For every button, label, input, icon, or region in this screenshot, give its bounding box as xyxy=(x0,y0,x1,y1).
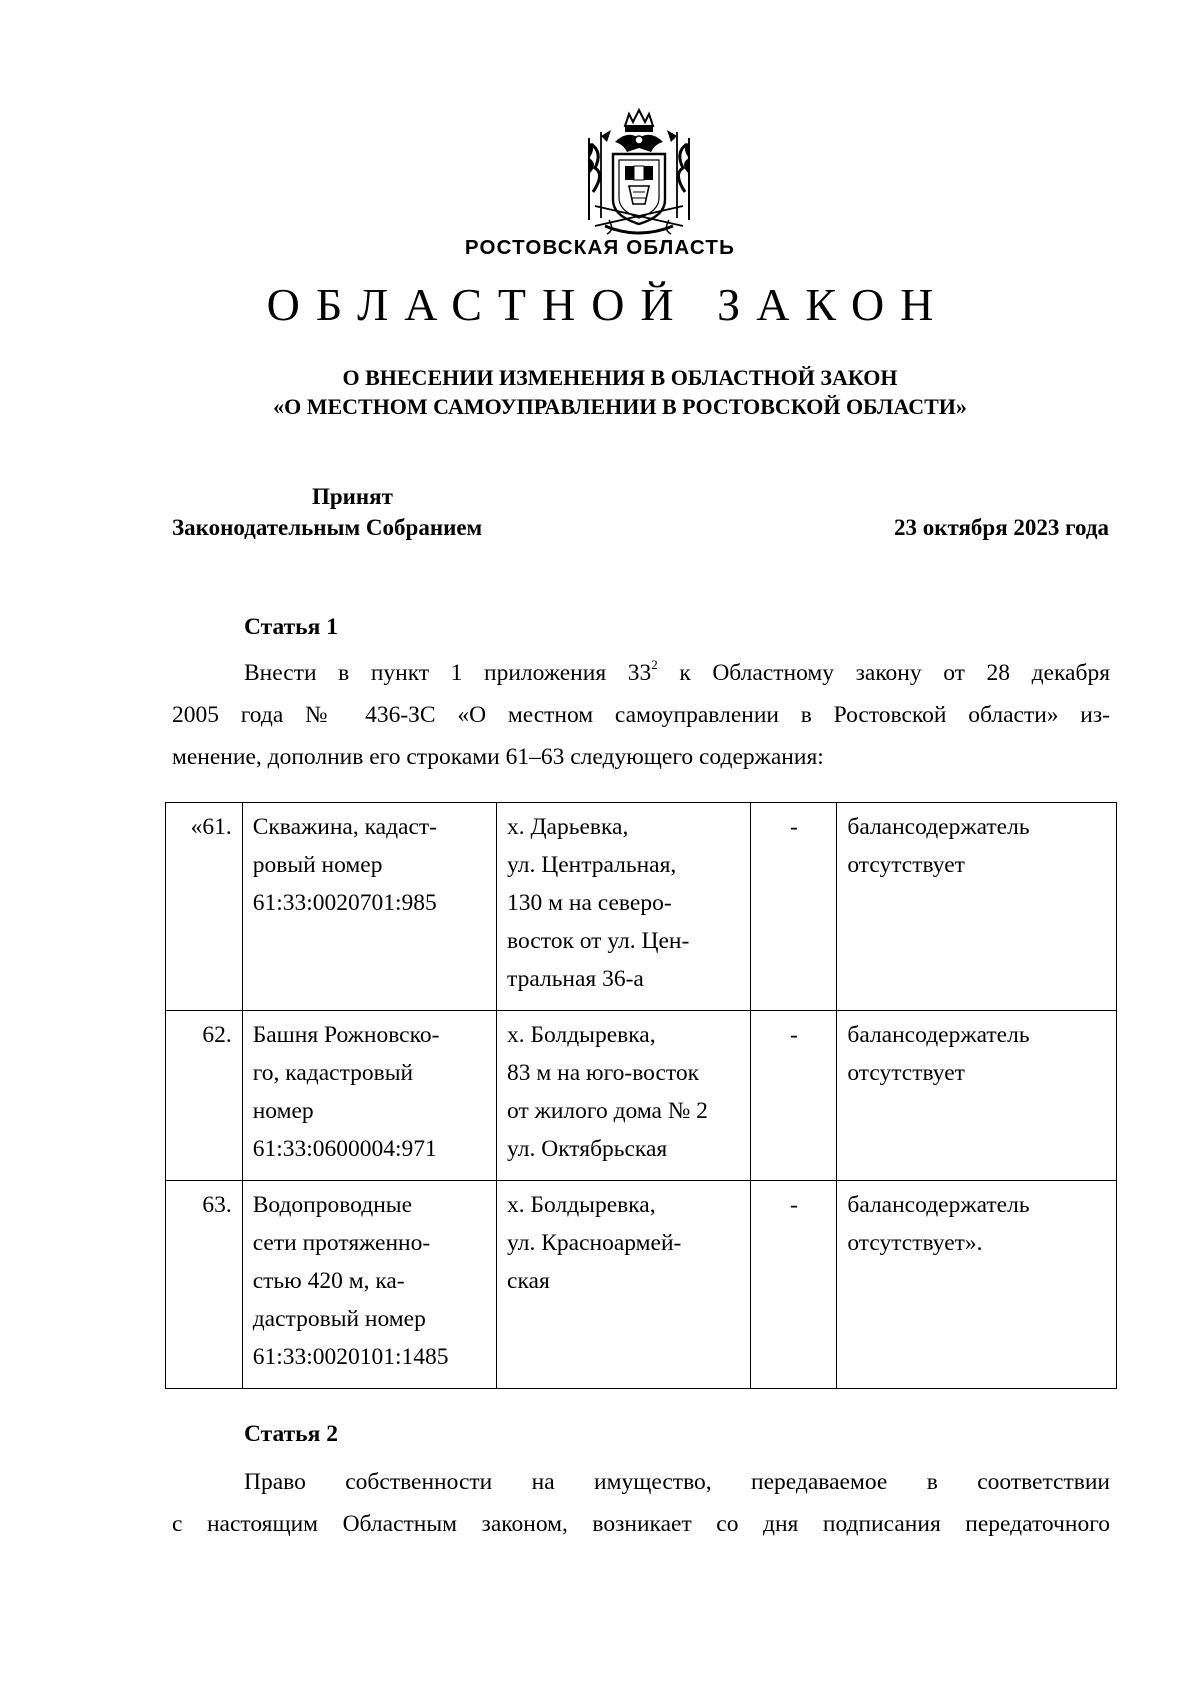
row-number: 63. xyxy=(202,1192,232,1218)
row-number-cell xyxy=(166,803,243,1011)
name-line: дастровый номер xyxy=(252,1306,426,1332)
article-2-heading: Статья 2 xyxy=(244,1421,338,1447)
region-name: РОСТОВСКАЯ ОБЛАСТЬ xyxy=(464,236,736,259)
name-line: Башня Рожновско- xyxy=(252,1022,440,1048)
address-line: х. Болдыревка, xyxy=(507,1192,656,1218)
law-type-heading: ОБЛАСТНОЙ ЗАКОН xyxy=(266,279,950,330)
table-row xyxy=(166,1181,1117,1389)
article-1-line-3: менение, дополнив его строками 61–63 следующего содержания: xyxy=(172,744,824,770)
empty-value-cell xyxy=(751,1181,837,1389)
empty-value-cell xyxy=(751,1011,837,1181)
appendix-superscript: 2 xyxy=(651,657,658,673)
address-line: ул. Центральная, xyxy=(507,852,677,878)
dash-mark: - xyxy=(789,1022,798,1048)
object-address-cell xyxy=(497,1011,751,1181)
holder-line: балансодержатель xyxy=(847,1192,1030,1218)
article-1-line-1 xyxy=(172,652,1110,694)
table-row xyxy=(166,1011,1117,1181)
amendment-table-body xyxy=(166,803,1117,1389)
adoption-line-2: Законодательным Собранием xyxy=(172,515,483,540)
law-title-line-1: О ВНЕСЕНИИ ИЗМЕНЕНИЯ В ОБЛАСТНОЙ ЗАКОН xyxy=(342,365,898,390)
article-2-line-2: с настоящим Областным законом, возникает со дня подписания передаточного xyxy=(172,1511,1110,1537)
address-line: ул. Октябрьская xyxy=(507,1136,668,1162)
address-line: тральная 36-а xyxy=(507,966,644,992)
object-address-cell xyxy=(497,803,751,1011)
address-line: ская xyxy=(507,1268,550,1294)
object-name-cell xyxy=(242,803,496,1011)
dash-mark: - xyxy=(789,814,798,840)
object-address-cell xyxy=(497,1181,751,1389)
article-1-text xyxy=(172,652,1110,778)
balance-holder-cell xyxy=(837,803,1117,1011)
article-2-line-1: Право собственности на имущество, передаваемое в соответствии xyxy=(244,1469,1110,1495)
table-row xyxy=(166,803,1117,1011)
name-line: Водопроводные xyxy=(252,1192,413,1218)
article-1-line-1-post: к Областному закону от 28 декабря xyxy=(657,660,1110,686)
law-title xyxy=(0,363,1200,421)
name-line: го, кадастровый xyxy=(252,1060,414,1086)
article-1-heading: Статья 1 xyxy=(244,614,338,640)
holder-line: отсутствует». xyxy=(847,1230,983,1256)
balance-holder-cell xyxy=(837,1181,1117,1389)
row-number: «61. xyxy=(190,814,232,840)
name-line: Скважина, кадаст- xyxy=(252,814,438,840)
row-number: 62. xyxy=(202,1022,232,1048)
address-line: ул. Красноармей- xyxy=(507,1230,682,1256)
amendment-table xyxy=(165,802,1117,1389)
article-1-line-2: 2005 года № 436-ЗС «О местном самоуправлении в Ростовской области» из- xyxy=(172,702,1110,728)
article-1-line-1-pre: Внести в пункт 1 приложения 33 xyxy=(244,660,652,686)
row-number-cell xyxy=(166,1011,243,1181)
name-line: сети протяженно- xyxy=(252,1230,431,1256)
address-line: х. Дарьевка, xyxy=(507,814,629,840)
name-line: 61:33:0600004:971 xyxy=(252,1136,437,1162)
adoption-line-1: Принят xyxy=(312,484,393,509)
address-line: х. Болдыревка, xyxy=(507,1022,656,1048)
balance-holder-cell xyxy=(837,1011,1117,1181)
name-line: ровый номер xyxy=(252,852,383,878)
row-number-cell xyxy=(166,1181,243,1389)
address-line: 83 м на юго-восток xyxy=(507,1060,700,1086)
name-line: стью 420 м, ка- xyxy=(252,1268,405,1294)
name-line: номер xyxy=(252,1098,314,1124)
holder-line: балансодержатель xyxy=(847,1022,1030,1048)
holder-line: отсутствует xyxy=(847,852,965,878)
name-line: 61:33:0020701:985 xyxy=(252,890,437,916)
address-line: 130 м на северо- xyxy=(507,890,672,916)
address-line: от жилого дома № 2 xyxy=(507,1098,708,1124)
coat-of-arms-emblem xyxy=(575,108,703,238)
adoption-date: 23 октября 2023 года xyxy=(893,515,1109,540)
object-name-cell xyxy=(242,1011,496,1181)
address-line: восток от ул. Цен- xyxy=(507,928,690,954)
name-line: 61:33:0020101:1485 xyxy=(252,1344,449,1370)
empty-value-cell xyxy=(751,803,837,1011)
object-name-cell xyxy=(242,1181,496,1389)
law-title-line-2: «О МЕСТНОМ САМОУПРАВЛЕНИИ В РОСТОВСКОЙ ОБЛАСТИ» xyxy=(273,394,967,419)
holder-line: отсутствует xyxy=(847,1060,965,1086)
adoption-block xyxy=(172,481,592,543)
holder-line: балансодержатель xyxy=(847,814,1030,840)
dash-mark: - xyxy=(789,1192,798,1218)
article-2-text xyxy=(172,1461,1110,1545)
